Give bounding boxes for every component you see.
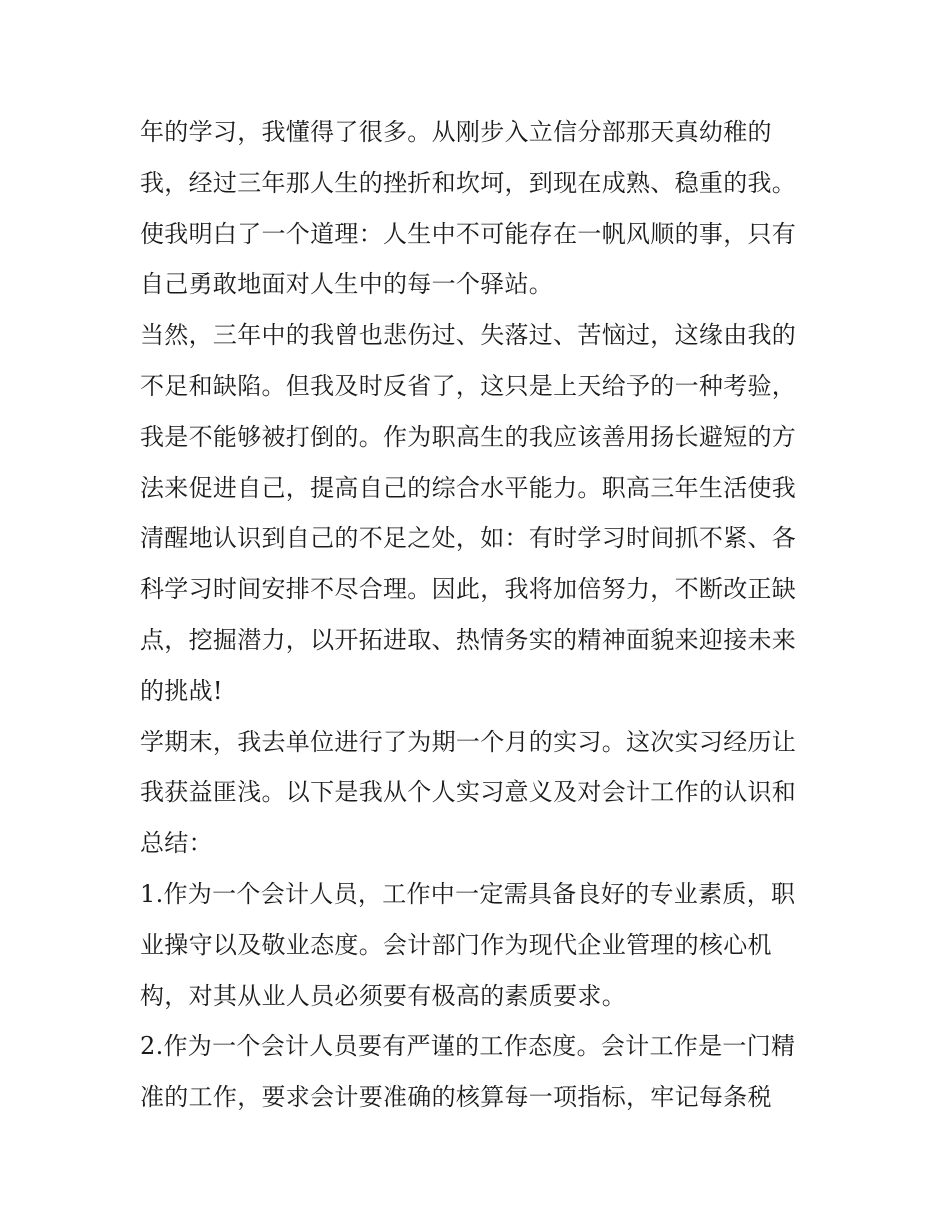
text-line: 学期末，我去单位进行了为期一个月的实习。这次实习经历让 (140, 727, 797, 756)
text-line: 点，挖掘潜力，以开拓进取、热情务实的精神面貌来迎接未来 (140, 625, 797, 654)
text-line: 2.作为一个会计人员要有严谨的工作态度。会计工作是一门精 (140, 1032, 796, 1061)
text-line: 构，对其从业人员必须要有极高的素质要求。 (140, 981, 626, 1010)
text-line: 我是不能够被打倒的。作为职高生的我应该善用扬长避短的方 (140, 422, 797, 451)
text-line: 我，经过三年那人生的挫折和坎坷，到现在成熟、稳重的我。 (140, 168, 797, 197)
text-line: 清醒地认识到自己的不足之处，如：有时学习时间抓不紧、各 (140, 524, 797, 553)
text-line: 1.作为一个会计人员，工作中一定需具备良好的专业素质，职 (140, 879, 796, 908)
text-line: 总结： (140, 829, 213, 858)
text-line: 法来促进自己，提高自己的综合水平能力。职高三年生活使我 (140, 473, 797, 502)
text-line: 不足和缺陷。但我及时反省了，这只是上天给予的一种考验， (140, 371, 797, 400)
text-line: 当然，三年中的我曾也悲伤过、失落过、苦恼过，这缘由我的 (140, 321, 797, 350)
text-line: 科学习时间安排不尽合理。因此，我将加倍努力，不断改正缺 (140, 575, 797, 604)
text-line: 业操守以及敬业态度。会计部门作为现代企业管理的核心机 (140, 930, 772, 959)
document-body (140, 107, 830, 1123)
text-line: 自己勇敢地面对人生中的每一个驿站。 (140, 270, 554, 299)
text-line: 的挑战! (140, 676, 223, 705)
text-line: 年的学习，我懂得了很多。从刚步入立信分部那天真幼稚的 (140, 118, 772, 146)
text-line: 准的工作，要求会计要准确的核算每一项指标，牢记每条税 (140, 1083, 772, 1112)
text-line: 我获益匪浅。以下是我从个人实习意义及对会计工作的认识和 (140, 778, 797, 807)
text-line: 使我明白了一个道理：人生中不可能存在一帆风顺的事，只有 (140, 219, 797, 248)
